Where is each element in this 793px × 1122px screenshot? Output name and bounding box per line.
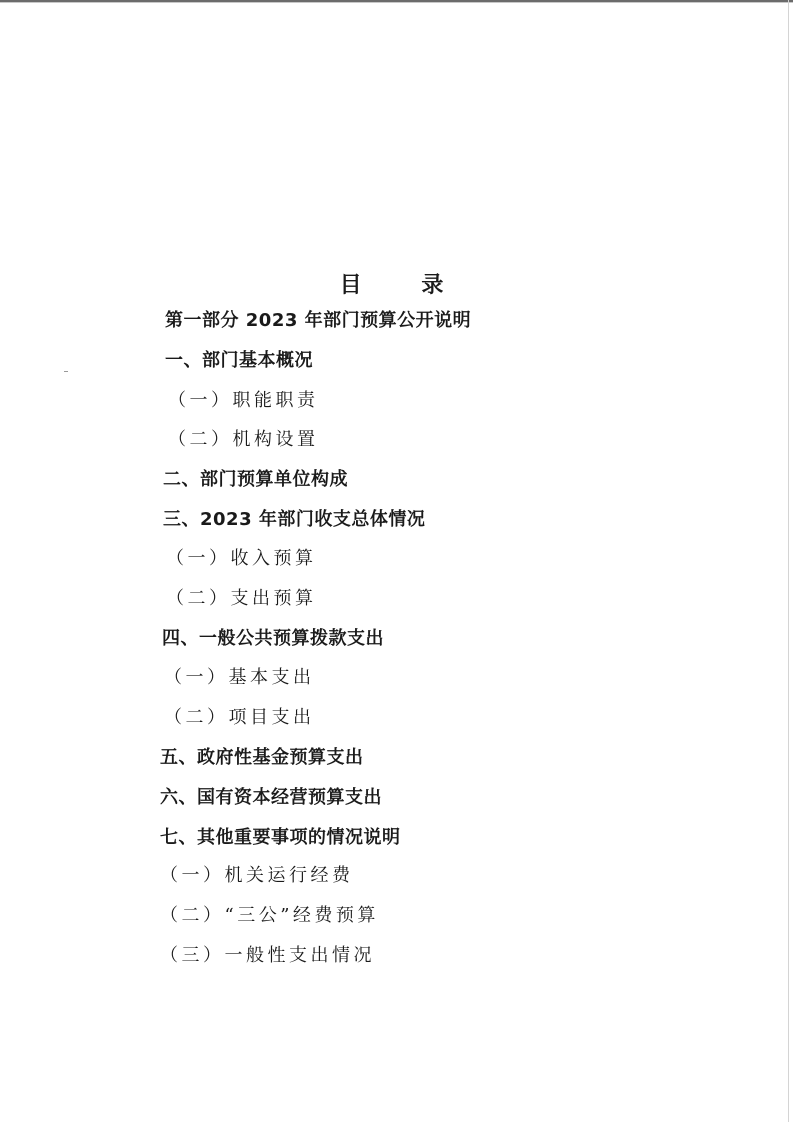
toc-entry-section-1: 一、部门基本概况 [165, 350, 313, 371]
toc-entry-section-4-1: （一）基本支出 [164, 667, 315, 688]
toc-entry-section-3-2: （二）支出预算 [166, 588, 317, 609]
toc-entry-section-1-1: （一）职能职责 [168, 390, 319, 411]
toc-entry-section-7-3: （三）一般性支出情况 [160, 945, 375, 966]
toc-entry-section-4-2: （二）项目支出 [164, 707, 315, 728]
scan-speck [64, 371, 68, 372]
toc-entry-section-6: 六、国有资本经营预算支出 [160, 787, 382, 808]
scan-right-edge [788, 0, 789, 1122]
page-title: 目 录 [339, 273, 470, 298]
toc-entry-section-1-2: （二）机构设置 [168, 429, 319, 450]
toc-entry-section-3-1: （一）收入预算 [166, 548, 317, 569]
scan-top-edge-shadow [0, 2, 793, 3]
toc-entry-section-7: 七、其他重要事项的情况说明 [160, 827, 401, 848]
toc-entry-section-4: 四、一般公共预算拨款支出 [162, 628, 384, 649]
toc-entry-section-7-1: （一）机关运行经费 [160, 865, 354, 886]
toc-entry-section-5: 五、政府性基金预算支出 [160, 747, 364, 768]
toc-entry-section-7-2: （二）“三公”经费预算 [160, 905, 379, 926]
toc-entry-part-one: 第一部分 2023 年部门预算公开说明 [165, 310, 472, 331]
toc-entry-section-3: 三、2023 年部门收支总体情况 [163, 509, 426, 530]
toc-entry-section-2: 二、部门预算单位构成 [163, 469, 348, 490]
